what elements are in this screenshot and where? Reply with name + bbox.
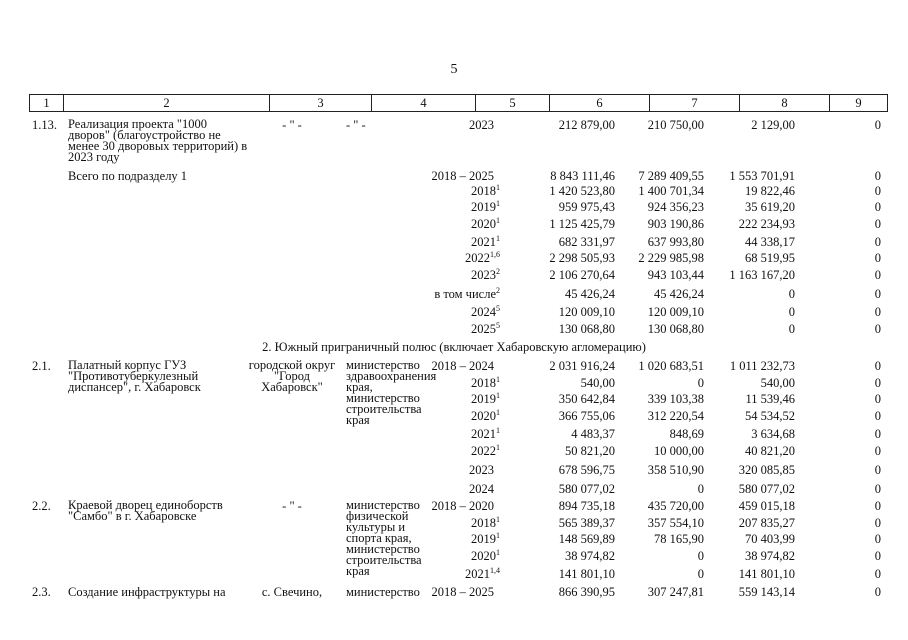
- row-name: Создание инфраструктуры на: [68, 585, 226, 599]
- section-title: 2. Южный приграничный полюс (включает Хабаровскую агломерацию): [262, 340, 646, 354]
- row-period-text: 2021: [471, 235, 496, 249]
- row-regional: 320 085,85: [738, 463, 795, 477]
- row-period: [471, 216, 500, 232]
- row-regional: 38 974,82: [745, 549, 795, 563]
- row-period-text: 2018 – 2020: [431, 499, 494, 513]
- row-other: 0: [874, 444, 881, 458]
- row-period: [471, 304, 500, 320]
- row-period: [471, 443, 500, 459]
- row-total: 350 642,84: [558, 392, 615, 406]
- row-other: 0: [874, 251, 881, 265]
- row-federal: 1 020 683,51: [638, 359, 704, 373]
- table-row: [0, 183, 908, 199]
- header-col-1: 1: [30, 95, 64, 111]
- header-col-2: 2: [64, 95, 270, 111]
- row-total: 2 298 505,93: [549, 251, 615, 265]
- row-total: 120 009,10: [558, 305, 615, 319]
- row-period-text: 2023: [471, 268, 496, 282]
- row-total: 894 735,18: [558, 499, 615, 513]
- row-other: 0: [874, 376, 881, 390]
- row-territory: - " -: [282, 499, 302, 513]
- header-col-4: 4: [372, 95, 476, 111]
- row-period-text: 2019: [471, 392, 496, 406]
- row-period-text: 2018: [471, 376, 496, 390]
- row-regional: 3 634,68: [751, 427, 795, 441]
- table-row: [0, 375, 908, 391]
- row-period-footnote: 1: [496, 390, 500, 400]
- row-name: Реализация проекта "1000 дворов" (благоустройство не менее 30 дворовых территорий) в 2023 году: [68, 117, 248, 164]
- row-federal: 78 165,90: [654, 532, 704, 546]
- row-name: Краевой дворец единоборств "Самбо" в г. Хабаровске: [68, 498, 223, 523]
- row-period-text: 2022: [471, 444, 496, 458]
- row-total: 45 426,24: [565, 287, 615, 301]
- row-total: 580 077,02: [558, 482, 615, 496]
- row-regional: 40 821,20: [745, 444, 795, 458]
- table-row: [0, 426, 908, 442]
- row-federal: 435 720,00: [647, 499, 704, 513]
- row-period-footnote: 1: [496, 530, 500, 540]
- row-period: [471, 267, 500, 283]
- row-period-footnote: 1: [496, 442, 500, 452]
- row-number: 2.2.: [32, 499, 51, 513]
- row-regional: 44 338,17: [745, 235, 795, 249]
- row-period-text: 2018: [471, 516, 496, 530]
- row-period-footnote: 5: [496, 303, 500, 313]
- row-federal: 0: [697, 376, 704, 390]
- row-territory: с. Свечино,: [261, 585, 323, 599]
- row-other: 0: [874, 217, 881, 231]
- row-regional: 0: [788, 305, 795, 319]
- row-federal: 339 103,38: [647, 392, 704, 406]
- row-federal: 45 426,24: [654, 287, 704, 301]
- row-regional: 1 553 701,91: [729, 169, 795, 183]
- row-period: [432, 168, 495, 184]
- row-period-footnote: 2: [496, 266, 500, 276]
- row-total: 678 596,75: [558, 463, 615, 477]
- row-period-footnote: 1: [496, 374, 500, 384]
- row-total: 959 975,43: [558, 200, 615, 214]
- row-period: [471, 391, 500, 407]
- row-period: [469, 462, 494, 478]
- row-federal: 637 993,80: [647, 235, 704, 249]
- row-other: 0: [874, 499, 881, 513]
- row-period-footnote: 5: [496, 320, 500, 330]
- row-total: 38 974,82: [565, 549, 615, 563]
- row-number: 1.13.: [32, 118, 57, 132]
- header-col-8: 8: [740, 95, 830, 111]
- row-regional: 459 015,18: [738, 499, 795, 513]
- row-period: [432, 584, 495, 600]
- row-total: 2 106 270,64: [549, 268, 615, 282]
- row-regional: 11 539,46: [745, 392, 795, 406]
- row-regional: 70 403,99: [745, 532, 795, 546]
- row-total: 682 331,97: [558, 235, 615, 249]
- row-other: 0: [874, 268, 881, 282]
- row-period: [465, 566, 500, 582]
- table-row: [0, 584, 908, 600]
- row-period: [471, 234, 500, 250]
- row-other: 0: [874, 392, 881, 406]
- row-total: 8 843 111,46: [550, 169, 615, 183]
- row-other: 0: [874, 532, 881, 546]
- table-row: [0, 286, 908, 302]
- table-row: [0, 408, 908, 424]
- row-regional: 0: [788, 287, 795, 301]
- row-other: 0: [874, 287, 881, 301]
- row-regional: 1 163 167,20: [729, 268, 795, 282]
- header-col-7: 7: [650, 95, 740, 111]
- header-col-9: 9: [855, 96, 862, 110]
- row-period-text: 2019: [471, 532, 496, 546]
- row-other: 0: [874, 118, 881, 132]
- row-regional: 580 077,02: [738, 482, 795, 496]
- row-period-footnote: 1: [496, 215, 500, 225]
- row-period-footnote: 2: [496, 285, 500, 295]
- row-period-footnote: 1: [496, 547, 500, 557]
- row-other: 0: [874, 169, 881, 183]
- table-row: [0, 267, 908, 283]
- row-regional: 0: [788, 322, 795, 336]
- table-row: [0, 443, 908, 459]
- row-period: [471, 321, 500, 337]
- row-period-footnote: 1,4: [490, 565, 500, 575]
- table-row: [0, 515, 908, 531]
- row-federal: 0: [697, 482, 704, 496]
- row-total: 540,00: [580, 376, 615, 390]
- row-total: 1 420 523,80: [549, 184, 615, 198]
- row-period-footnote: 1: [496, 198, 500, 208]
- row-regional: 1 011 232,73: [729, 359, 795, 373]
- row-federal: 357 554,10: [647, 516, 704, 530]
- table-header: [29, 94, 888, 112]
- row-regional: 559 143,14: [738, 585, 795, 599]
- row-other: 0: [874, 184, 881, 198]
- row-period-text: 2018: [471, 184, 496, 198]
- row-other: 0: [874, 463, 881, 477]
- row-period-text: 2022: [465, 251, 490, 265]
- table-row: [0, 304, 908, 320]
- row-period: [471, 426, 500, 442]
- row-executor: министерство: [346, 585, 420, 599]
- row-period: [471, 531, 500, 547]
- row-period: [471, 199, 500, 215]
- row-period: [465, 250, 500, 266]
- row-federal: 130 068,80: [647, 322, 704, 336]
- row-other: 0: [874, 427, 881, 441]
- table-row: [0, 462, 908, 478]
- row-total: 148 569,89: [558, 532, 615, 546]
- table-row: [0, 168, 908, 184]
- table-row: [0, 548, 908, 564]
- row-federal: 120 009,10: [647, 305, 704, 319]
- row-other: 0: [874, 549, 881, 563]
- table-row: [0, 216, 908, 232]
- row-period: [471, 375, 500, 391]
- row-federal: 903 190,86: [647, 217, 704, 231]
- row-name: Палатный корпус ГУЗ "Противотуберкулезный диспансер", г. Хабаровск: [68, 358, 201, 394]
- row-period-text: 2018 – 2025: [431, 169, 494, 183]
- row-period-footnote: 1: [496, 182, 500, 192]
- row-period-text: 2021: [471, 427, 496, 441]
- row-total: 366 755,06: [558, 409, 615, 423]
- row-total: 50 821,20: [565, 444, 615, 458]
- table-row: [0, 199, 908, 215]
- row-federal: 1 400 701,34: [638, 184, 704, 198]
- row-period-footnote: 1,6: [490, 249, 500, 259]
- page-number: 5: [450, 62, 458, 77]
- row-territory: - " -: [282, 118, 302, 132]
- table-row: [0, 481, 908, 497]
- row-federal: 358 510,90: [647, 463, 704, 477]
- row-total: 565 389,37: [558, 516, 615, 530]
- header-col-3: 3: [270, 95, 372, 111]
- row-total: 1 125 425,79: [549, 217, 615, 231]
- row-period-text: 2020: [471, 409, 496, 423]
- row-period: [471, 408, 500, 424]
- row-period-text: 2024: [471, 305, 496, 319]
- row-period-text: 2020: [471, 549, 496, 563]
- row-federal: 307 247,81: [647, 585, 704, 599]
- row-other: 0: [874, 409, 881, 423]
- header-col-5: 5: [476, 95, 550, 111]
- row-period: [471, 548, 500, 564]
- row-period-footnote: 1: [496, 407, 500, 417]
- row-other: 0: [874, 322, 881, 336]
- row-period-text: 2018 – 2024: [431, 359, 494, 373]
- row-period: [471, 183, 500, 199]
- row-period-text: 2025: [471, 322, 496, 336]
- row-executor: министерство здравоохранения края, министерство строительства края: [346, 358, 437, 427]
- row-period-text: 2024: [469, 482, 494, 496]
- row-regional: 35 619,20: [745, 200, 795, 214]
- table-row: [0, 234, 908, 250]
- row-period-text: 2018 – 2025: [431, 585, 494, 599]
- row-period-text: 2020: [471, 217, 496, 231]
- row-executor: министерство физической культуры и спорта края, министерство строительства края: [346, 498, 422, 578]
- row-total: 141 801,10: [558, 567, 615, 581]
- row-regional: 141 801,10: [738, 567, 795, 581]
- row-period: [469, 117, 494, 133]
- row-total: 130 068,80: [558, 322, 615, 336]
- table-row: [0, 117, 908, 164]
- row-period: [434, 286, 500, 302]
- row-regional: 68 519,95: [745, 251, 795, 265]
- row-territory: городской округ "Город Хабаровск": [248, 358, 336, 394]
- table-row: [0, 531, 908, 547]
- row-regional: 207 835,27: [738, 516, 795, 530]
- row-period: [432, 498, 495, 514]
- row-federal: 943 103,44: [647, 268, 704, 282]
- table-row: [0, 391, 908, 407]
- row-period: [471, 515, 500, 531]
- row-other: 0: [874, 200, 881, 214]
- row-period: [432, 358, 495, 374]
- row-total: 4 483,37: [571, 427, 615, 441]
- row-federal: 0: [697, 549, 704, 563]
- row-other: 0: [874, 482, 881, 496]
- row-federal: 0: [697, 567, 704, 581]
- row-regional: 2 129,00: [751, 118, 795, 132]
- row-federal: 924 356,23: [647, 200, 704, 214]
- row-federal: 210 750,00: [647, 118, 704, 132]
- row-period-text: в том числе: [434, 287, 496, 301]
- row-other: 0: [874, 567, 881, 581]
- row-number: 2.3.: [32, 585, 51, 599]
- header-col-6: 6: [550, 95, 650, 111]
- row-other: 0: [874, 359, 881, 373]
- row-regional: 222 234,93: [738, 217, 795, 231]
- row-period-footnote: 1: [496, 233, 500, 243]
- row-federal: 848,69: [669, 427, 704, 441]
- row-federal: 312 220,54: [647, 409, 704, 423]
- row-other: 0: [874, 585, 881, 599]
- row-federal: 10 000,00: [654, 444, 704, 458]
- row-other: 0: [874, 516, 881, 530]
- row-other: 0: [874, 235, 881, 249]
- row-period-text: 2019: [471, 200, 496, 214]
- row-executor: - " -: [346, 118, 366, 132]
- row-other: 0: [874, 305, 881, 319]
- row-federal: 2 229 985,98: [638, 251, 704, 265]
- row-federal: 7 289 409,55: [638, 169, 704, 183]
- row-regional: 19 822,46: [745, 184, 795, 198]
- row-total: 2 031 916,24: [549, 359, 615, 373]
- table-row: [0, 250, 908, 266]
- table-row: [0, 321, 908, 337]
- row-regional: 540,00: [760, 376, 795, 390]
- row-period-text: 2023: [469, 463, 494, 477]
- row-period-footnote: 1: [496, 514, 500, 524]
- table-row: [0, 566, 908, 582]
- row-total: 866 390,95: [558, 585, 615, 599]
- row-period-text: 2023: [469, 118, 494, 132]
- row-total: 212 879,00: [558, 118, 615, 132]
- row-number: 2.1.: [32, 359, 51, 373]
- row-regional: 54 534,52: [745, 409, 795, 423]
- row-period-text: 2021: [465, 567, 490, 581]
- row-period-footnote: 1: [496, 425, 500, 435]
- row-name: Всего по подразделу 1: [68, 169, 188, 183]
- row-period: [469, 481, 494, 497]
